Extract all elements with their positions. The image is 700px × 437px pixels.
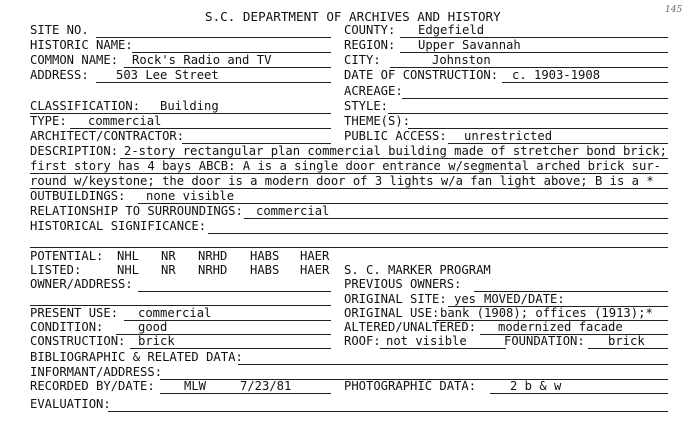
region-value: Upper Savannah <box>418 38 521 52</box>
acreage-label: ACREAGE: <box>344 84 403 98</box>
style-line <box>388 113 668 114</box>
listed-haer: HAER <box>300 263 330 277</box>
original-site-label: ORIGINAL SITE: <box>344 292 447 306</box>
date-of-construction-line <box>502 82 668 83</box>
condition-label: CONDITION: <box>30 320 104 334</box>
foundation-label: FOUNDATION: <box>504 334 585 348</box>
roof-value: not visible <box>386 334 467 348</box>
description-line-2: first story has 4 bays ABCB: A is a single door entrance w/segmental arched brick sur- <box>30 159 662 173</box>
informant-label: INFORMANT/ADDRESS: <box>30 365 163 379</box>
description-line-3: round w/keystone; the door is a modern door of 3 lights w/a fan light above; B is a * <box>30 174 654 188</box>
historical-significance-line-1 <box>208 233 668 234</box>
altered-value: modernized facade <box>498 320 623 334</box>
relationship-line <box>244 218 668 219</box>
moved-date-label: MOVED/DATE: <box>484 292 565 306</box>
address-line <box>96 82 331 83</box>
listed-nhl: NHL <box>117 263 140 277</box>
historical-significance-line-2 <box>30 247 668 248</box>
potential-nhl: NHL <box>117 249 140 263</box>
photographic-data-label: PHOTOGRAPHIC DATA: <box>344 379 477 393</box>
foundation-line <box>588 348 668 349</box>
recorded-by-label: RECORDED BY/DATE: <box>30 379 155 393</box>
recorded-by-line <box>160 393 331 394</box>
description-label: DESCRIPTION: <box>30 144 119 158</box>
type-label: TYPE: <box>30 114 67 128</box>
relationship-label: RELATIONSHIP TO SURROUNDINGS: <box>30 204 243 218</box>
original-use-value: bank (1908); offices (1913);* <box>440 306 653 320</box>
county-label: COUNTY: <box>344 23 396 37</box>
description-rule-3 <box>30 188 668 189</box>
evaluation-label: EVALUATION: <box>30 397 111 411</box>
page-number: 145 <box>665 5 683 15</box>
potential-nrhd: NRHD <box>198 249 228 263</box>
county-value: Edgefield <box>418 23 485 37</box>
classification-line <box>30 113 331 114</box>
listed-habs: HABS <box>250 263 280 277</box>
style-label: STYLE: <box>344 99 389 113</box>
listed-label: LISTED: <box>30 263 82 277</box>
region-label: REGION: <box>344 38 396 52</box>
bibliographic-line <box>238 364 668 365</box>
outbuildings-value: none visible <box>146 189 235 203</box>
construction-label: CONSTRUCTION: <box>30 334 126 348</box>
previous-owners-label: PREVIOUS OWNERS: <box>344 277 462 291</box>
roof-label: ROOF: <box>344 334 381 348</box>
potential-habs: HABS <box>250 249 280 263</box>
photographic-data-line <box>490 393 668 394</box>
address-value: 503 Lee Street <box>116 68 219 82</box>
date-of-construction-label: DATE OF CONSTRUCTION: <box>344 68 499 82</box>
potential-nr: NR <box>161 249 176 263</box>
original-site-value: yes <box>454 292 477 306</box>
evaluation-line <box>108 411 668 412</box>
listed-nrhd: NRHD <box>198 263 228 277</box>
classification-label: CLASSIFICATION: <box>30 99 141 113</box>
present-use-value: commercial <box>138 306 212 320</box>
theme-label: THEME(S): <box>344 114 411 128</box>
city-value: Johnston <box>432 53 491 67</box>
classification-value: Building <box>160 99 219 113</box>
relationship-value: commercial <box>256 204 330 218</box>
description-line-1: 2-story rectangular plan commercial building made of stretcher bond brick; <box>124 144 667 158</box>
recorded-by-name: MLW <box>184 379 207 393</box>
foundation-value: brick <box>608 334 645 348</box>
recorded-by-date: 7/23/81 <box>240 379 292 393</box>
bibliographic-label: BIBLIOGRAPHIC & RELATED DATA: <box>30 350 243 364</box>
photographic-data-value: 2 b & w <box>510 379 562 393</box>
date-of-construction-value: c. 1903-1908 <box>512 68 601 82</box>
site-no-label: SITE NO. <box>30 23 89 37</box>
public-access-value: unrestricted <box>464 129 553 143</box>
common-name-label: COMMON NAME: <box>30 53 119 67</box>
common-name-value: Rock's Radio and TV <box>132 53 272 67</box>
type-value: commercial <box>88 114 162 128</box>
city-label: CITY: <box>344 53 381 67</box>
listed-nr: NR <box>161 263 176 277</box>
condition-value: good <box>138 320 168 334</box>
acreage-line <box>402 98 668 99</box>
potential-haer: HAER <box>300 249 330 263</box>
owner-address-label: OWNER/ADDRESS: <box>30 277 133 291</box>
historic-name-label: HISTORIC NAME: <box>30 38 133 52</box>
altered-label: ALTERED/UNALTERED: <box>344 320 477 334</box>
address-label: ADDRESS: <box>30 68 89 82</box>
construction-line <box>130 348 331 349</box>
marker-program-label: S. C. MARKER PROGRAM <box>344 263 491 277</box>
owner-address-line <box>138 291 331 292</box>
potential-label: POTENTIAL: <box>30 249 104 263</box>
construction-value: brick <box>138 334 175 348</box>
form-title: S.C. DEPARTMENT OF ARCHIVES AND HISTORY <box>205 9 501 24</box>
architect-label: ARCHITECT/CONTRACTOR: <box>30 129 185 143</box>
historical-significance-label: HISTORICAL SIGNIFICANCE: <box>30 219 207 233</box>
public-access-label: PUBLIC ACCESS: <box>344 129 447 143</box>
roof-line <box>380 348 506 349</box>
present-use-label: PRESENT USE: <box>30 306 119 320</box>
original-use-label: ORIGINAL USE: <box>344 306 440 320</box>
outbuildings-label: OUTBUILDINGS: <box>30 189 126 203</box>
